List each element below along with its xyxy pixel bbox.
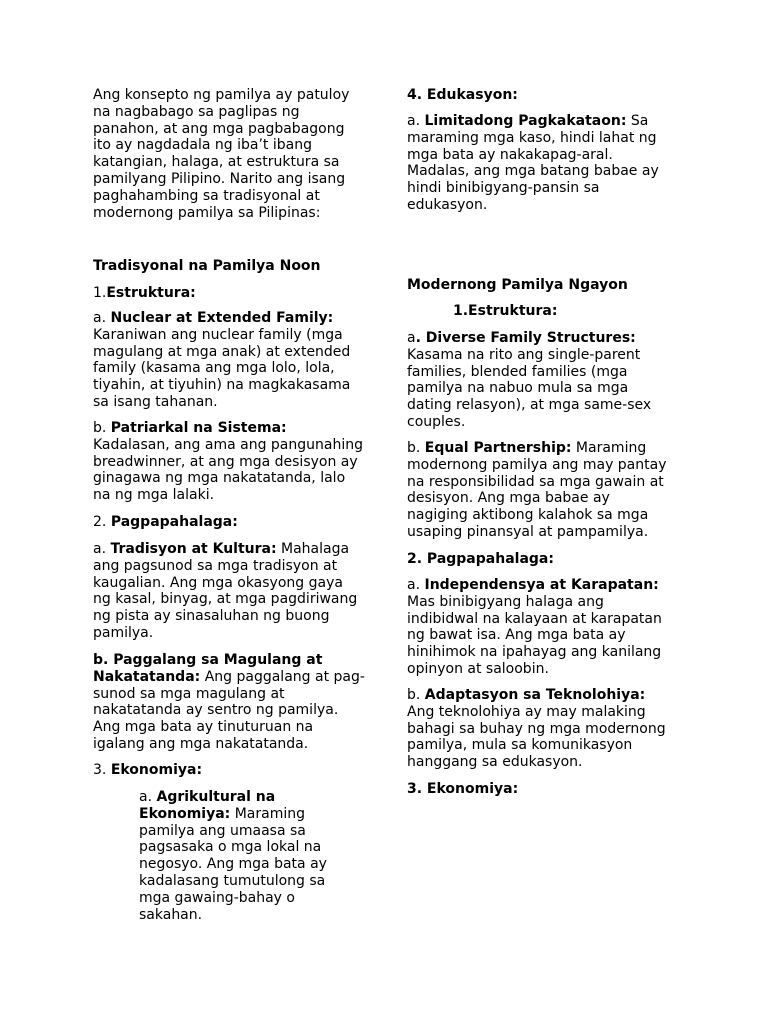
item-limitado: a. Limitadong Pagkakataon: Sa maraming mga kaso, hindi lahat ng mga bata ay nakakapag-aral. Madalas, ang mga batang babae ay hindi binibigyang-pansin sa edukasyon.: [407, 113, 659, 213]
section-1-heading: 1.Estruktura:: [93, 285, 196, 301]
modern-section-3-heading: 3. Ekonomiya:: [407, 781, 519, 797]
section-3-heading: 3. Ekonomiya:: [93, 762, 203, 778]
item-patriarkal: b. Patriarkal na Sistema: Kadalasan, ang ama ang pangunahing breadwinner, at ang mga desisyon ay ginagawa ng mga nakatatanda, lalo na ng mga lalaki.: [93, 420, 363, 504]
modern-section-2-heading: 2. Pagpapahalaga:: [407, 551, 554, 567]
section-4-heading: 4. Edukasyon:: [407, 87, 518, 103]
intro-paragraph: Ang konsepto ng pamilya ay patuloy na nagbabago sa paglipas ng panahon, at ang mga pagbabagong ito ay nagdadala ng iba’t ibang katangian, halaga, at estruktura sa pamilyang Pilipino. Narito ang isang paghahambing sa tradisyonal at modernong pamilya sa Pilipinas:: [93, 87, 350, 221]
item-independensya: a. Independensya at Karapatan: Mas binibigyang halaga ang indibidwal na kalayaan at karapatan ng bawat isa. Ang mga bata ay hinihimok na ipahayag ang kanilang opinyon at saloobin.: [407, 577, 662, 677]
item-tradisyon: a. Tradisyon at Kultura: Mahalaga ang pagsunod sa mga tradisyon at kaugalian. Ang mga okasyong gaya ng kasal, binyag, at mga pagdiriwang ng pista ay sinasaluhan ng buong pamilya.: [93, 541, 358, 641]
section-2-heading: 2. Pagpapahalaga:: [93, 514, 238, 530]
item-agrikultural: a. Agrikultural na Ekonomiya: Maraming pamilya ang umaasa sa pagsasaka o mga lokal na negosyo. Ang mga bata ay kadalasang tumutulong sa mga gawaing-bahay o sakahan.: [139, 789, 327, 923]
modern-section-1-heading: 1.Estruktura:: [453, 303, 558, 319]
traditional-heading: Tradisyonal na Pamilya Noon: [93, 258, 321, 274]
item-nuclear-extended: a. Nuclear at Extended Family: Karaniwan ang nuclear family (mga magulang at mga anak) at extended family (kasama ang mga lolo, lola, tiyahin, at tiyuhin) na magkakasama sa isang tahanan.: [93, 310, 351, 410]
item-adaptasyon: b. Adaptasyon sa Teknolohiya: Ang teknolohiya ay may malaking bahagi sa buhay ng mga modernong pamilya, mula sa komunikasyon hanggang sa edukasyon.: [407, 687, 666, 771]
modern-heading: Modernong Pamilya Ngayon: [407, 277, 628, 293]
item-diverse: a. Diverse Family Structures: Kasama na rito ang single-parent families, blended families (mga pamilya na nabuo mula sa mga dating relasyon), at mga same-sex couples.: [407, 330, 652, 430]
item-paggalang: b. Paggalang sa Magulang at Nakatatanda: Ang paggalang at pag-sunod sa mga magulang at nakatatanda ay sentro ng pamilya. Ang mga bata ay tinuturuan na igalang ang mga nakatatanda.: [93, 652, 365, 752]
item-equal: b. Equal Partnership: Maraming modernong pamilya ang may pantay na responsibilidad sa mga gawain at desisyon. Ang mga babae ay nagiging aktibong kalahok sa mga usaping pinansyal at pampamilya.: [407, 440, 667, 540]
